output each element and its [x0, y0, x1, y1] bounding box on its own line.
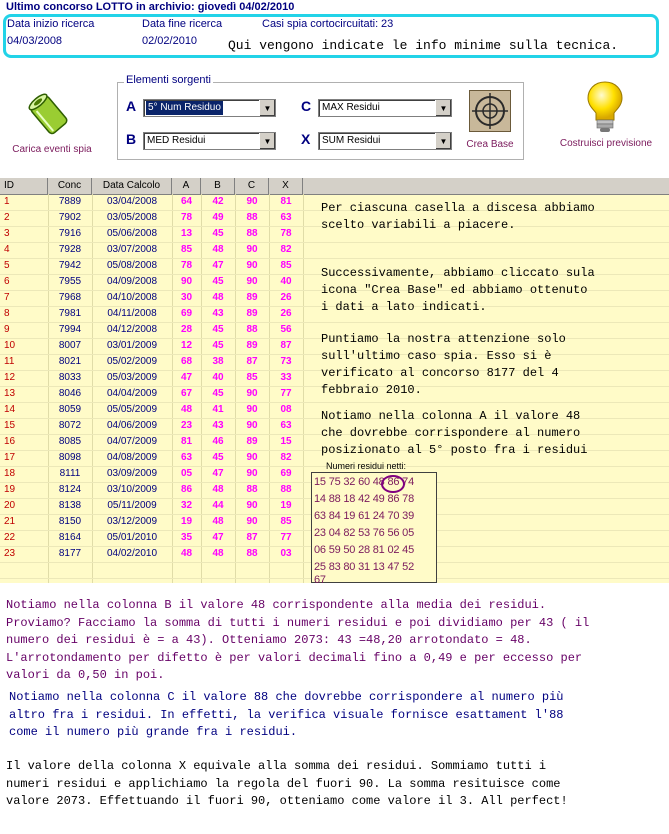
note-dropdowns: Per ciascuna casella a discesa abbiamo scelto variabili a piacere.: [321, 201, 595, 232]
cell-b: 48: [212, 292, 224, 303]
residui-label: Numeri residui netti:: [326, 461, 407, 471]
slot-b-value: MED Residui: [147, 135, 206, 146]
col-header-date[interactable]: Data Calcolo: [92, 178, 172, 194]
cell-c: 88: [246, 228, 258, 239]
table-row[interactable]: [0, 498, 303, 514]
cell-conc: 8150: [58, 516, 82, 527]
cell-date: 03/01/2009: [106, 340, 158, 351]
cell-date: 04/12/2008: [106, 324, 158, 335]
chevron-down-icon[interactable]: ▼: [259, 133, 275, 149]
cell-b: 48: [212, 484, 224, 495]
slot-a-select[interactable]: [143, 99, 276, 117]
cell-id: 23: [4, 548, 16, 559]
table-row[interactable]: [0, 546, 303, 562]
cell-id: 13: [4, 388, 16, 399]
cell-conc: 8111: [59, 468, 81, 479]
cell-date: 03/07/2008: [106, 244, 158, 255]
note-column-b: Notiamo nella colonna B il valore 48 corrispondente alla media dei residui. Proviamo? Facciamo la somma di tutti i numeri residui e poi dividiamo per 43 ( il numero dei residui è = a 43). Otteniamo 2073: 43 =48,20 arrotondato = 48. L'arrotondamento per difetto è per valori decimali fino a 0,49 e per eccesso per valori da 0,50 in poi.: [6, 598, 590, 682]
cell-b: 45: [212, 388, 224, 399]
table-row[interactable]: [0, 242, 303, 258]
cell-date: 04/04/2009: [106, 388, 158, 399]
cell-b: 45: [212, 452, 224, 463]
cell-x: 85: [280, 516, 292, 527]
build-forecast-button[interactable]: [553, 80, 659, 154]
end-date-label: Data fine ricerca: [142, 18, 223, 30]
cell-id: 14: [4, 404, 16, 415]
cell-date: 05/08/2008: [106, 260, 158, 271]
table-row[interactable]: [0, 386, 303, 402]
cell-date: 03/12/2009: [106, 516, 158, 527]
cell-date: 04/10/2008: [106, 292, 158, 303]
cell-id: 5: [4, 260, 10, 271]
cell-id: 6: [4, 276, 10, 287]
cell-c: 87: [246, 356, 258, 367]
cell-x: 63: [280, 212, 292, 223]
cell-x: 82: [280, 452, 292, 463]
chevron-down-icon[interactable]: ▼: [435, 133, 451, 149]
cell-conc: 7916: [58, 228, 82, 239]
slot-x-letter: X: [301, 131, 311, 147]
cell-b: 45: [212, 228, 224, 239]
note-column-x: Il valore della colonna X equivale alla somma dei residui. Sommiamo tutti i numeri residui e applichiamo la regola del fuori 90. La somma resituisce come valore 2073. Effettuando il fuori 90, otteniamo come valore il 3. All perfect!: [6, 759, 568, 808]
cell-a: 90: [180, 276, 193, 287]
table-row[interactable]: [0, 402, 303, 418]
cell-date: 03/05/2008: [106, 212, 158, 223]
cell-conc: 8124: [58, 484, 82, 495]
cell-a: 13: [180, 228, 193, 239]
table-row[interactable]: [0, 306, 303, 322]
residui-line: 67: [314, 574, 326, 586]
cell-conc: 7889: [58, 196, 82, 207]
cell-x: 78: [280, 228, 292, 239]
residui-line: 63 84 19 61 24 70 39: [314, 510, 414, 522]
cell-date: 03/04/2008: [106, 196, 158, 207]
cell-c: 87: [246, 532, 258, 543]
cell-conc: 7994: [58, 324, 82, 335]
cell-a: 30: [180, 292, 193, 303]
table-row[interactable]: [0, 194, 303, 210]
cell-x: 69: [280, 468, 292, 479]
load-spy-events-button[interactable]: [10, 86, 94, 158]
table-row[interactable]: [0, 482, 303, 498]
col-header-a[interactable]: A: [172, 178, 201, 194]
cell-a: 64: [180, 196, 193, 207]
cell-date: 04/09/2008: [106, 276, 158, 287]
cell-b: 44: [212, 500, 224, 511]
cell-a: 67: [180, 388, 193, 399]
residui-line: 15 75 32 60 48 86 74: [314, 476, 414, 488]
cell-a: 86: [180, 484, 193, 495]
cell-b: 48: [212, 244, 224, 255]
slot-a-letter: A: [126, 98, 137, 114]
grid-header-filler: [303, 178, 669, 195]
info-note: Qui vengono indicate le info minime sulla tecnica.: [228, 38, 619, 53]
window-title: Ultimo concorso LOTTO in archivio: giovedì 04/02/2010: [6, 1, 295, 13]
cell-conc: 8007: [58, 340, 82, 351]
cell-date: 04/02/2010: [106, 548, 158, 559]
cell-x: 77: [280, 532, 292, 543]
cell-a: 32: [180, 500, 193, 511]
cell-a: 05: [180, 468, 193, 479]
col-header-id[interactable]: ID: [0, 178, 48, 194]
cell-conc: 8021: [58, 356, 82, 367]
slot-x-value: SUM Residui: [322, 135, 381, 146]
cell-date: 05/01/2010: [106, 532, 158, 543]
note-column-a: Notiamo nella colonna A il valore 48 che dovrebbe corrispondere al numero posizionato al 5° posto fra i residui: [321, 409, 588, 457]
table-row[interactable]: [0, 258, 303, 274]
slot-c-select[interactable]: [318, 99, 452, 117]
cell-b: 43: [212, 308, 224, 319]
cell-id: 8: [4, 308, 10, 319]
cell-conc: 8138: [58, 500, 82, 511]
cell-a: 48: [180, 404, 193, 415]
cell-id: 16: [4, 436, 16, 447]
cell-a: 28: [180, 324, 193, 335]
sources-legend: Elementi sorgenti: [126, 74, 211, 86]
chevron-down-icon[interactable]: ▼: [259, 100, 275, 116]
chevron-down-icon[interactable]: ▼: [435, 100, 451, 116]
cell-date: 04/06/2009: [106, 420, 158, 431]
cell-x: 03: [280, 548, 292, 559]
cell-a: 78: [180, 212, 193, 223]
cell-date: 05/02/2009: [106, 356, 158, 367]
cell-id: 9: [4, 324, 10, 335]
cell-date: 05/03/2009: [106, 372, 158, 383]
table-row[interactable]: [0, 370, 303, 386]
cell-date: 05/11/2009: [107, 500, 157, 511]
cell-id: 11: [4, 356, 15, 367]
slot-b-letter: B: [126, 131, 137, 147]
cell-conc: 7902: [58, 212, 82, 223]
cell-x: 19: [280, 500, 292, 511]
cell-id: 2: [4, 212, 10, 223]
cell-conc: 7981: [58, 308, 82, 319]
cell-b: 40: [212, 372, 224, 383]
crea-base-label: Crea Base: [466, 139, 514, 150]
cell-c: 88: [246, 484, 258, 495]
cell-conc: 8177: [58, 548, 82, 559]
cell-x: 26: [280, 308, 292, 319]
cell-date: 04/11/2008: [107, 308, 157, 319]
slot-c-value: MAX Residui: [322, 102, 380, 113]
col-header-conc[interactable]: Conc: [48, 178, 92, 194]
cell-x: 56: [280, 324, 292, 335]
table-row[interactable]: [0, 418, 303, 434]
highlight-circle: [381, 475, 405, 493]
cell-a: 78: [180, 260, 193, 271]
note-crea-base: Successivamente, abbiamo cliccato sula icona "Crea Base" ed abbiamo ottenuto i dati a lato indicati.: [321, 266, 595, 314]
slot-a-value: 5° Num Residuo: [148, 102, 221, 113]
cell-b: 42: [212, 196, 224, 207]
cell-c: 89: [246, 340, 258, 351]
residui-box: [311, 472, 437, 586]
cell-conc: 8033: [58, 372, 82, 383]
cell-a: 63: [180, 452, 193, 463]
cell-b: 38: [212, 356, 224, 367]
cell-a: 47: [180, 372, 193, 383]
cell-c: 90: [246, 276, 258, 287]
cell-date: 05/05/2009: [106, 404, 158, 415]
cell-x: 82: [280, 244, 292, 255]
load-spy-events-label: Carica eventi spia: [12, 144, 92, 155]
note-column-c: Notiamo nella colonna C il valore 88 che dovrebbe corrispondere al numero più altro fra i residui. In effetti, la verifica visuale fornisce esattament l'88 come il numero più grande fra i residui.: [9, 690, 564, 739]
table-row[interactable]: [0, 338, 303, 354]
residui-line: 25 83 80 31 13 47 52: [314, 561, 414, 573]
cell-x: 85: [280, 260, 292, 271]
cell-date: 03/09/2009: [106, 468, 158, 479]
cell-b: 45: [212, 324, 224, 335]
cell-b: 47: [212, 260, 224, 271]
crosshair-icon: [469, 90, 511, 132]
cell-c: 90: [246, 404, 258, 415]
cell-c: 90: [246, 260, 258, 271]
table-row[interactable]: [0, 226, 303, 242]
table-row[interactable]: [0, 354, 303, 370]
col-header-c[interactable]: C: [235, 178, 269, 194]
cell-b: 45: [212, 340, 224, 351]
cell-c: 90: [246, 196, 258, 207]
cell-x: 08: [280, 404, 292, 415]
cell-conc: 7968: [58, 292, 82, 303]
slot-c-letter: C: [301, 98, 312, 114]
cell-c: 85: [246, 372, 258, 383]
crea-base-button[interactable]: [460, 88, 520, 154]
cell-id: 19: [4, 484, 16, 495]
cell-date: 04/07/2009: [106, 436, 158, 447]
cell-id: 1: [4, 196, 10, 207]
cell-c: 88: [246, 324, 258, 335]
cell-a: 85: [180, 244, 193, 255]
cell-c: 88: [246, 212, 258, 223]
cell-c: 90: [246, 468, 258, 479]
cell-x: 15: [280, 436, 292, 447]
cell-id: 4: [4, 244, 10, 255]
cell-conc: 8164: [58, 532, 82, 543]
cell-b: 49: [212, 212, 224, 223]
residui-line: 14 88 18 42 49 86 78: [314, 493, 414, 505]
cell-date: 04/08/2009: [106, 452, 158, 463]
cell-b: 48: [212, 516, 224, 527]
cell-c: 90: [246, 516, 258, 527]
cell-conc: 8085: [58, 436, 82, 447]
table-row[interactable]: [0, 434, 303, 450]
cell-x: 77: [280, 388, 292, 399]
cell-id: 15: [4, 420, 16, 431]
cell-conc: 7955: [58, 276, 82, 287]
cell-a: 12: [180, 340, 193, 351]
cell-a: 68: [180, 356, 193, 367]
start-date-label: Data inizio ricerca: [7, 18, 95, 30]
cell-x: 81: [280, 196, 292, 207]
slot-b-select[interactable]: [143, 132, 276, 150]
cell-id: 18: [4, 468, 16, 479]
table-row[interactable]: [0, 210, 303, 226]
cell-a: 69: [180, 308, 193, 319]
table-row[interactable]: [0, 466, 303, 482]
cell-id: 10: [4, 340, 16, 351]
cell-b: 48: [212, 548, 224, 559]
cell-b: 43: [212, 420, 224, 431]
slot-x-select[interactable]: [318, 132, 452, 150]
cell-c: 88: [246, 548, 258, 559]
lightbulb-icon: [585, 80, 625, 137]
spy-cases-label: Casi spia cortocircuitati:: [262, 18, 379, 30]
cell-id: 12: [4, 372, 16, 383]
cell-c: 90: [246, 388, 258, 399]
cell-a: 19: [180, 516, 193, 527]
table-row[interactable]: [0, 530, 303, 546]
cell-conc: 8098: [58, 452, 82, 463]
cell-a: 35: [180, 532, 193, 543]
cell-b: 45: [212, 276, 224, 287]
cell-x: 87: [280, 340, 292, 351]
cell-c: 90: [246, 500, 258, 511]
cell-b: 46: [212, 436, 224, 447]
residui-line: 23 04 82 53 76 56 05: [314, 527, 414, 539]
cell-x: 40: [280, 276, 292, 287]
cell-date: 03/10/2009: [106, 484, 158, 495]
cell-x: 26: [280, 292, 292, 303]
cell-x: 88: [280, 484, 292, 495]
table-row[interactable]: [0, 290, 303, 306]
cell-a: 48: [180, 548, 193, 559]
cell-conc: 8072: [58, 420, 82, 431]
cell-x: 63: [280, 420, 292, 431]
cell-id: 20: [4, 500, 16, 511]
cell-b: 47: [212, 468, 224, 479]
cell-a: 23: [180, 420, 193, 431]
table-row[interactable]: [0, 274, 303, 290]
cell-c: 89: [246, 436, 258, 447]
cylinder-icon: [24, 90, 74, 143]
grid-column-divider: [303, 194, 304, 583]
cell-conc: 8046: [58, 388, 82, 399]
cell-c: 89: [246, 308, 258, 319]
cell-id: 22: [4, 532, 16, 543]
cell-id: 3: [4, 228, 10, 239]
cell-id: 21: [4, 516, 16, 527]
cell-id: 7: [4, 292, 10, 303]
table-row[interactable]: [0, 322, 303, 338]
cell-c: 90: [246, 452, 258, 463]
col-header-b[interactable]: B: [201, 178, 235, 194]
cell-c: 89: [246, 292, 258, 303]
cell-a: 81: [180, 436, 193, 447]
build-forecast-label: Costruisci previsione: [559, 138, 653, 149]
note-last-case: Puntiamo la nostra attenzione solo sull'ultimo caso spia. Esso si è verificato al concorso 8177 del 4 febbraio 2010.: [321, 332, 566, 397]
cell-conc: 7928: [58, 244, 82, 255]
cell-conc: 7942: [58, 260, 82, 271]
table-row[interactable]: [0, 514, 303, 530]
residui-line: 06 59 50 28 81 02 45: [314, 544, 414, 556]
cell-conc: 8059: [58, 404, 82, 415]
cell-b: 41: [212, 404, 224, 415]
spy-cases-value: 23: [381, 18, 394, 30]
col-header-x[interactable]: X: [269, 178, 303, 194]
cell-date: 05/06/2008: [106, 228, 158, 239]
cell-b: 47: [212, 532, 224, 543]
end-date-value: 02/02/2010: [142, 35, 198, 47]
cell-c: 90: [246, 420, 258, 431]
grid-header: [0, 178, 303, 195]
table-row[interactable]: [0, 450, 303, 466]
start-date-value: 04/03/2008: [7, 35, 63, 47]
cell-x: 73: [280, 356, 292, 367]
cell-c: 90: [246, 244, 258, 255]
cell-id: 17: [4, 452, 16, 463]
cell-x: 33: [280, 372, 292, 383]
